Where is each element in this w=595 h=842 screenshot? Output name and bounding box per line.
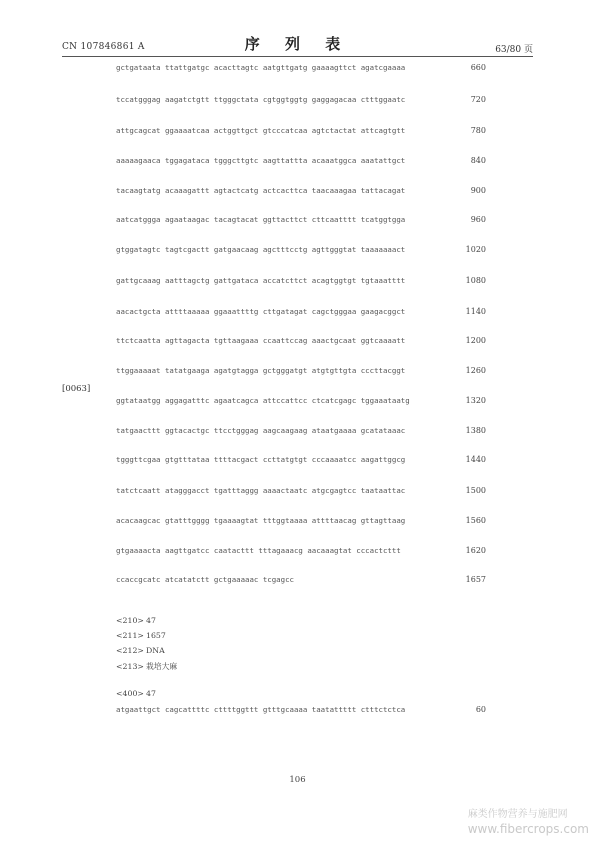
sequence-row	[116, 516, 486, 528]
sequence-row	[116, 486, 486, 498]
sequence-text: ccaccgcatc atcatatctt gctgaaaaac tcgagcc	[116, 575, 294, 584]
sequence-text: aaaaagaaca tggagataca tgggcttgtc aagttattta acaaatggca aaatattgct	[116, 156, 406, 165]
sequence-text: gattgcaaag aatttagctg gattgataca accatcttct acagtggtgt tgtaaatttt	[116, 276, 406, 285]
meta-line	[116, 616, 156, 628]
sequence-text: ttggaaaaat tatatgaaga agatgtagga gctgggatgt atgtgttgta cccttacggt	[116, 366, 406, 375]
header-divider	[62, 56, 533, 57]
sequence-row	[116, 245, 486, 257]
meta-tag: <213>	[116, 662, 144, 671]
sequence-row	[116, 426, 486, 438]
sequence-row	[116, 307, 486, 319]
sequence-text: ttctcaatta agttagacta tgttaagaaa ccaattccag aaactgcaat ggtcaaaatt	[116, 336, 406, 345]
sequence-position: 780	[470, 126, 486, 135]
page-title: 序 列 表	[244, 35, 351, 53]
sequence-position: 1140	[465, 307, 486, 316]
watermark	[468, 808, 589, 836]
page-fraction: 63/80 页	[495, 45, 533, 55]
sequence-row	[116, 455, 486, 467]
sequence-text: tccatgggag aagatctgtt ttgggctata cgtggtggtg gaggagacaa ctttggaatc	[116, 95, 406, 104]
sequence-text: gtggatagtc tagtcgactt gatgaacaag agctttcctg agttgggtat taaaaaaact	[116, 245, 406, 254]
sequence-text: gtgaaaacta aagttgatcc caatacttt tttagaaacg aacaaagtat cccactcttt	[116, 546, 401, 555]
meta-tag: <212>	[116, 646, 144, 655]
sequence-position: 1560	[465, 516, 486, 525]
sequence-row	[116, 126, 486, 138]
sequence-text: tatgaacttt ggtacactgc ttcctgggag aagcaagaag ataatgaaaa gcatataaac	[116, 426, 406, 435]
sequence-text: tacaagtatg acaaagattt agtactcatg actcacttca taacaaagaa tattacagat	[116, 186, 406, 195]
sequence-position: 1020	[465, 245, 486, 254]
sequence-position: 960	[470, 215, 486, 224]
sequence-position: 720	[470, 95, 486, 104]
sequence-row	[116, 95, 486, 107]
sequence-text: aacactgcta attttaaaaa ggaaattttg cttgatagat cagctgggaa gaagacggct	[116, 307, 406, 316]
sequence-position: 900	[470, 186, 486, 195]
watermark-url: www.fibercrops.com	[467, 822, 589, 836]
meta-tag: <211>	[116, 631, 144, 640]
patent-number: CN 107846861 A	[62, 42, 145, 52]
sequence-position: 1320	[465, 396, 486, 405]
sequence-position: 1500	[465, 486, 486, 495]
meta-value: 栽培大麻	[146, 662, 178, 671]
meta-value: 47	[146, 616, 156, 625]
sequence-position: 1200	[465, 336, 486, 345]
sequence-row	[116, 396, 486, 408]
meta-tag: <210>	[116, 616, 144, 625]
sequence-text: tatctcaatt atagggacct tgatttaggg aaaactaatc atgcgagtcc taataattac	[116, 486, 406, 495]
meta-tag: <400>	[116, 689, 144, 698]
sequence-text: ggtataatgg aggagatttc agaatcagca attccattcc ctcatcgagc tggaaataatg	[116, 396, 410, 405]
sequence-text: aatcatggga agaataagac tacagtacat ggttacttct cttcaatttt tcatggtgga	[116, 215, 406, 224]
sequence-header	[116, 689, 156, 701]
meta-value: 47	[146, 689, 156, 698]
sequence-text: tgggttcgaa gtgtttataa ttttacgact ccttatgtgt cccaaaatcc aagattggcg	[116, 455, 406, 464]
sequence-row	[116, 215, 486, 227]
sequence-row	[116, 276, 486, 288]
sequence-row	[116, 186, 486, 198]
sequence-position: 1440	[465, 455, 486, 464]
sequence-text: gctgataata ttattgatgc acacttagtc aatgttgatg gaaaagttct agatcgaaaa	[116, 63, 406, 72]
meta-line	[116, 631, 166, 643]
sequence-position: 1380	[465, 426, 486, 435]
sequence-row	[116, 336, 486, 348]
meta-value: DNA	[146, 646, 165, 655]
sequence-row	[116, 575, 486, 587]
sequence-position: 840	[470, 156, 486, 165]
sequence-position: 660	[470, 63, 486, 72]
sequence-row	[116, 63, 486, 75]
sequence-row	[116, 546, 486, 558]
watermark-title: 麻类作物营养与施肥网	[467, 809, 568, 820]
sequence-position: 1260	[465, 366, 486, 375]
sequence-position: 1620	[465, 546, 486, 555]
sequence-text: atgaattgct cagcattttc cttttggttt gtttgcaaaa taatattttt ctttctctca	[116, 705, 406, 714]
meta-line	[116, 646, 165, 658]
meta-line	[116, 661, 177, 673]
sequence-row	[116, 156, 486, 168]
sequence-position: 1080	[465, 276, 486, 285]
sequence-text: acacaagcac gtatttgggg tgaaaagtat tttggtaaaa attttaacag gttagttaag	[116, 516, 406, 525]
sequence-position: 60	[475, 705, 486, 714]
page-number: 106	[289, 775, 306, 785]
paragraph-tag: [0063]	[62, 384, 91, 394]
sequence-text: attgcagcat ggaaaatcaa actggttgct gtcccatcaa agtctactat attcagtgtt	[116, 126, 406, 135]
sequence-row	[116, 366, 486, 378]
sequence-position: 1657	[465, 575, 486, 584]
sequence-row	[116, 705, 486, 717]
meta-value: 1657	[146, 631, 166, 640]
